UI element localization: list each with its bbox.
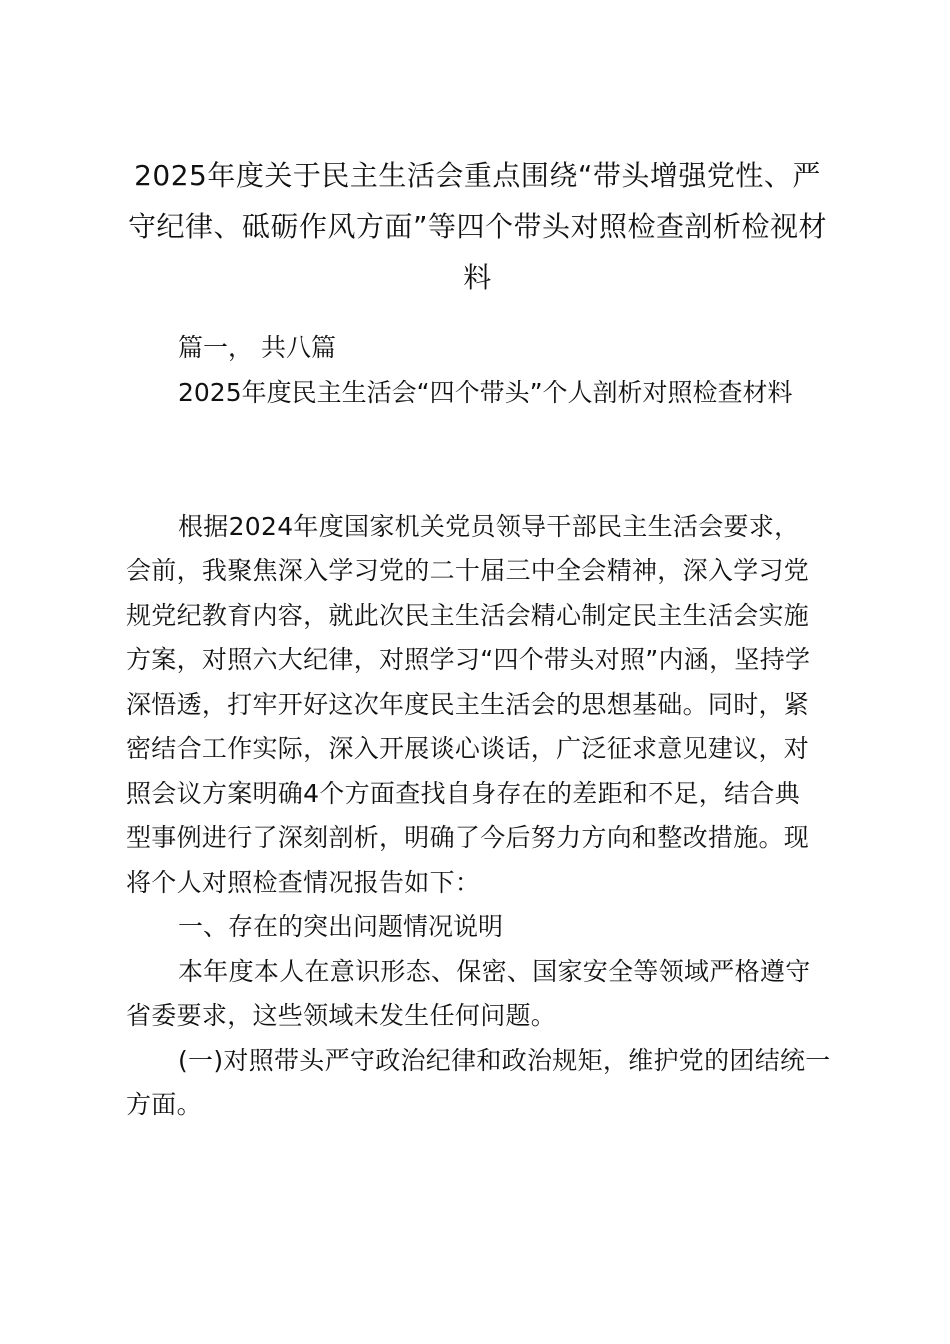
paragraph-1-line: 深悟透，打牢开好这次年度民主生活会的思想基础。同时，紧 — [126, 690, 810, 719]
paragraph-1-line: 将个人对照检查情况报告如下： — [126, 868, 481, 897]
paragraph-1-line: 方案，对照六大纪律，对照学习“四个带头对照”内涵，坚持学 — [126, 645, 811, 674]
paragraph-1-line: 会前，我聚焦深入学习党的二十届三中全会精神，深入学习党 — [126, 556, 810, 585]
paragraph-2-line: 省委要求，这些领域未发生任何问题。 — [126, 1001, 557, 1030]
subheading-series: 篇一， 共八篇 — [178, 333, 336, 362]
paragraph-3-line: (一)对照带头严守政治纪律和政治规矩，维护党的团结统一 — [178, 1046, 831, 1075]
subheading-material-title: 2025年度民主生活会“四个带头”个人剖析对照检查材料 — [178, 378, 793, 407]
paragraph-1-line: 照会议方案明确4个方面查找自身存在的差距和不足，结合典 — [126, 779, 801, 808]
paragraph-1-line: 根据2024年度国家机关党员领导干部民主生活会要求， — [178, 512, 800, 541]
section-heading: 一、存在的突出问题情况说明 — [178, 912, 504, 941]
document-title: 2025年度关于民主生活会重点围绕“带头增强党性、严守纪律、砥砺作风方面”等四个带头对照检查剖析检视材料 — [127, 159, 827, 294]
paragraph-2-line: 本年度本人在意识形态、保密、国家安全等领域严格遵守 — [178, 957, 811, 986]
paragraph-1-line: 规党纪教育内容，就此次民主生活会精心制定民主生活会实施 — [126, 601, 810, 630]
paragraph-3-line: 方面。 — [126, 1090, 202, 1119]
paragraph-1-line: 型事例进行了深刻剖析，明确了今后努力方向和整改措施。现 — [126, 823, 810, 852]
paragraph-1-line: 密结合工作实际，深入开展谈心谈话，广泛征求意见建议，对 — [126, 734, 810, 763]
